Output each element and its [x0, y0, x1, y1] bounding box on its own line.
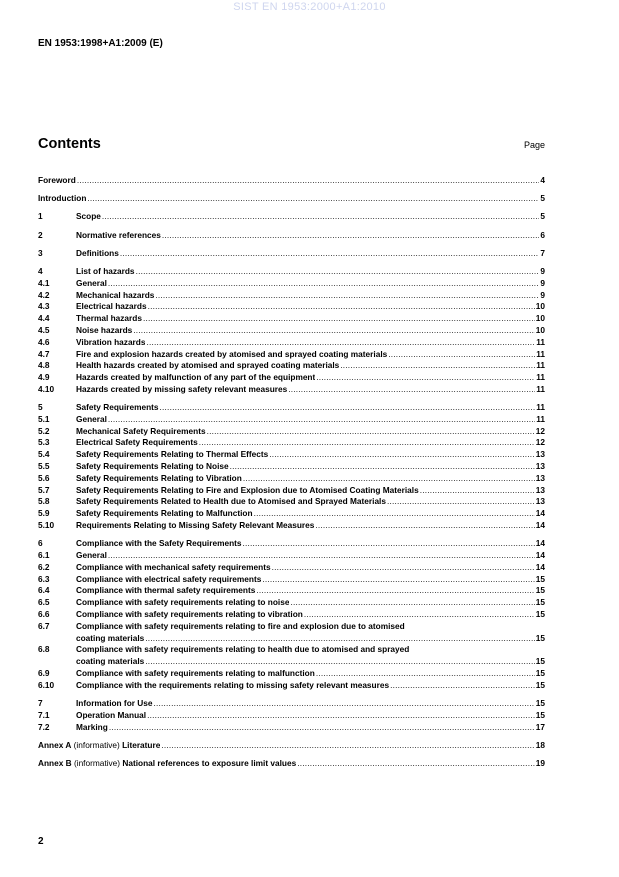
- toc-leader-dots: [290, 597, 534, 609]
- toc-leader-dots: [288, 384, 535, 396]
- toc-entry[interactable]: [38, 520, 545, 532]
- toc-entry-page: 11: [536, 413, 545, 424]
- toc-entry-title: Foreword: [38, 175, 76, 185]
- toc-leader-dots: [133, 325, 535, 337]
- toc-entry-number: 4.6: [38, 336, 50, 347]
- toc-entry-title: Compliance with safety requirements relating to fire and explosion due to atomised: [76, 620, 405, 631]
- toc-entry-title: Thermal hazards: [76, 313, 142, 324]
- toc-entry-title: Compliance with thermal safety requirements: [76, 585, 256, 596]
- toc-entry-number: 5.8: [38, 496, 50, 507]
- toc-entry-title: Compliance with the Safety Requirements: [76, 538, 242, 549]
- toc-entry[interactable]: [38, 562, 545, 574]
- toc-entry-title: Compliance with electrical safety requirements: [76, 573, 262, 584]
- toc-entry-page: 15: [535, 698, 545, 708]
- toc-entry[interactable]: [38, 193, 545, 205]
- toc-entry-number: 6.5: [38, 597, 50, 608]
- toc-leader-dots: [199, 437, 535, 449]
- toc-entry-page: 15: [535, 668, 545, 679]
- toc-entry-number: 5.5: [38, 461, 50, 472]
- toc-entry-number: 7: [38, 698, 43, 708]
- toc-entry[interactable]: [38, 437, 545, 449]
- toc-entry-title: Introduction: [38, 193, 87, 204]
- table-of-contents: [38, 175, 545, 770]
- toc-entry-number: 4.5: [38, 324, 50, 335]
- toc-entry[interactable]: [38, 402, 545, 414]
- toc-entry[interactable]: [38, 496, 545, 508]
- toc-entry-number: 5.9: [38, 508, 50, 519]
- toc-leader-dots: [87, 193, 539, 205]
- toc-entry-title: Safety Requirements Relating to Vibration: [76, 472, 242, 483]
- toc-entry-title: Compliance with safety requirements relating to noise: [76, 597, 290, 608]
- toc-entry-title: Noise hazards: [76, 324, 133, 335]
- toc-entry-title: Safety Requirements Relating to Malfunction: [76, 508, 253, 519]
- toc-entry[interactable]: [38, 597, 545, 609]
- toc-entry-page: 15: [535, 609, 545, 620]
- toc-entry-title: Requirements Relating to Missing Safety Relevant Measures: [76, 520, 315, 531]
- toc-leader-dots: [108, 414, 535, 426]
- toc-entry-page: 10: [535, 313, 545, 324]
- toc-entry-number: 1: [38, 211, 43, 222]
- toc-entry-number: 5.1: [38, 413, 50, 424]
- toc-entry[interactable]: [38, 211, 545, 223]
- toc-entry-number: 4.8: [38, 360, 50, 371]
- toc-entry-number: 4: [38, 265, 43, 276]
- toc-entry-page: 5: [540, 211, 545, 222]
- toc-leader-dots: [315, 520, 534, 532]
- toc-entry-number: 4.2: [38, 289, 50, 300]
- toc-entry-title: Electrical hazards: [76, 301, 147, 312]
- page-number: 2: [38, 836, 44, 847]
- toc-entry[interactable]: [38, 372, 545, 384]
- toc-entry-page: 9: [540, 277, 545, 288]
- toc-entry[interactable]: [38, 698, 545, 710]
- toc-leader-dots: [256, 585, 534, 597]
- toc-entry-page: 14: [535, 508, 545, 519]
- toc-entry-page: 13: [535, 461, 545, 472]
- toc-entry-number: 6.9: [38, 668, 50, 679]
- toc-entry-page: 14: [535, 561, 545, 572]
- toc-entry-page: 18: [535, 739, 545, 750]
- toc-entry[interactable]: [38, 248, 545, 260]
- toc-entry-title: Safety Requirements Relating to Fire and Explosion due to Atomised Coating Materials: [76, 484, 419, 495]
- toc-leader-dots: [304, 609, 535, 621]
- toc-entry-number: 5: [38, 402, 43, 413]
- toc-entry[interactable]: [38, 278, 545, 290]
- toc-leader-dots: [243, 473, 535, 485]
- toc-entry-number: 4.3: [38, 301, 50, 312]
- toc-leader-dots: [269, 449, 535, 461]
- toc-entry[interactable]: [38, 550, 545, 562]
- toc-leader-dots: [243, 538, 535, 550]
- toc-entry-number: 4.1: [38, 277, 50, 288]
- toc-leader-dots: [388, 349, 535, 361]
- toc-leader-dots: [136, 266, 540, 278]
- toc-entry-page: 13: [535, 472, 545, 483]
- contents-heading: Contents: [38, 136, 101, 152]
- toc-entry-page: 6: [540, 229, 545, 240]
- toc-entry-title: Fire and explosion hazards created by atomised and sprayed coating materials: [76, 348, 388, 359]
- toc-entry-number: 6.3: [38, 573, 50, 584]
- toc-entry-title: Safety Requirements Related to Health due to Atomised and Sprayed Materials: [76, 496, 386, 507]
- toc-entry-page: 13: [535, 496, 545, 507]
- toc-entry-page: 7: [540, 247, 545, 258]
- toc-entry-title: General: [76, 277, 107, 288]
- annex-label: Annex B: [38, 757, 72, 768]
- toc-entry[interactable]: [38, 621, 545, 645]
- toc-entry-number: 5.4: [38, 449, 50, 460]
- toc-entry-title: Compliance with safety requirements relating to vibration: [76, 609, 303, 620]
- toc-entry-number: 6.1: [38, 550, 50, 561]
- toc-leader-dots: [160, 402, 536, 414]
- toc-entry-page: 15: [535, 585, 545, 596]
- toc-entry-title-continued: coating materials: [76, 656, 145, 667]
- toc-entry[interactable]: [38, 360, 545, 372]
- toc-entry[interactable]: [38, 449, 545, 461]
- toc-leader-dots: [147, 710, 535, 722]
- toc-entry-page: 9: [540, 265, 545, 276]
- toc-entry[interactable]: [38, 508, 545, 520]
- toc-leader-dots: [148, 301, 535, 313]
- toc-entry[interactable]: [38, 414, 545, 426]
- annex-informative-tag: (informative): [71, 757, 123, 768]
- toc-entry-number: 5.2: [38, 425, 50, 436]
- toc-entry-page: 14: [535, 520, 545, 531]
- toc-entry-page: 15: [535, 709, 545, 720]
- toc-leader-dots: [161, 740, 534, 752]
- toc-entry-number: 6: [38, 538, 43, 549]
- toc-entry-title: Electrical Safety Requirements: [76, 437, 198, 448]
- toc-entry-page: 15: [535, 573, 545, 584]
- toc-entry-title: Compliance with mechanical safety requirements: [76, 561, 271, 572]
- toc-entry-page: 10: [535, 324, 545, 335]
- toc-entry[interactable]: [38, 461, 545, 473]
- toc-entry-number: 6.6: [38, 609, 50, 620]
- toc-entry-page: 13: [535, 484, 545, 495]
- toc-entry[interactable]: [38, 644, 545, 668]
- toc-entry-title: Compliance with the requirements relating to missing safety relevant measures: [76, 679, 390, 690]
- toc-entry-number: 6.7: [38, 620, 50, 631]
- toc-entry-page: 15: [535, 632, 545, 643]
- toc-entry-page: 11: [536, 383, 545, 394]
- toc-entry-page: 9: [540, 289, 545, 300]
- toc-leader-dots: [230, 461, 535, 473]
- toc-entry-title: Vibration hazards: [76, 336, 146, 347]
- toc-entry[interactable]: [38, 538, 545, 550]
- toc-entry-title: Marking: [76, 721, 108, 732]
- toc-leader-dots: [145, 633, 535, 645]
- toc-entry-page: 11: [536, 348, 545, 359]
- toc-leader-dots: [272, 562, 535, 574]
- toc-entry-number: 2: [38, 229, 43, 240]
- toc-leader-dots: [108, 550, 535, 562]
- toc-entry-number: 4.4: [38, 313, 50, 324]
- toc-entry-number: 4.10: [38, 383, 55, 394]
- toc-entry[interactable]: [38, 710, 545, 722]
- toc-entry-page: 15: [535, 656, 545, 667]
- toc-entry[interactable]: [38, 680, 545, 692]
- toc-entry-title: Safety Requirements: [76, 402, 159, 413]
- toc-entry-title: Normative references: [76, 229, 161, 240]
- toc-entry-page: 11: [536, 402, 545, 413]
- toc-leader-dots: [340, 360, 535, 372]
- toc-leader-dots: [143, 313, 535, 325]
- toc-entry-page: 10: [535, 301, 545, 312]
- annex-title: National references to exposure limit values: [122, 757, 297, 768]
- toc-entry-page: 13: [535, 449, 545, 460]
- toc-entry[interactable]: [38, 585, 545, 597]
- toc-entry[interactable]: [38, 175, 545, 187]
- toc-entry-number: 6.4: [38, 585, 50, 596]
- toc-entry[interactable]: [38, 609, 545, 621]
- toc-entry-title: Information for Use: [76, 698, 153, 708]
- toc-entry[interactable]: [38, 266, 545, 278]
- toc-leader-dots: [390, 680, 535, 692]
- toc-entry-title: Health hazards created by atomised and sprayed coating materials: [76, 360, 340, 371]
- toc-entry-title: General: [76, 550, 107, 561]
- toc-entry-title: Hazards created by malfunction of any part of the equipment: [76, 372, 316, 383]
- toc-entry-title: Safety Requirements Relating to Noise: [76, 461, 229, 472]
- toc-leader-dots: [108, 278, 539, 290]
- toc-entry[interactable]: [38, 230, 545, 242]
- toc-leader-dots: [120, 248, 540, 260]
- toc-entry-page: 19: [535, 757, 545, 768]
- toc-entry-number: 5.7: [38, 484, 50, 495]
- toc-leader-dots: [297, 758, 535, 770]
- toc-entry[interactable]: [38, 290, 545, 302]
- toc-entry-page: 4: [540, 175, 545, 185]
- toc-entry-title: List of hazards: [76, 265, 135, 276]
- toc-entry-title: Safety Requirements Relating to Thermal Effects: [76, 449, 269, 460]
- toc-entry[interactable]: [38, 485, 545, 497]
- watermark: SIST EN 1953:2000+A1:2010: [233, 1, 386, 13]
- toc-entry[interactable]: [38, 426, 545, 438]
- toc-leader-dots: [387, 496, 535, 508]
- toc-entry-number: 7.2: [38, 721, 50, 732]
- toc-entry-page: 11: [536, 372, 545, 383]
- toc-entry-page: 17: [535, 721, 545, 732]
- toc-entry-title: Mechanical Safety Requirements: [76, 425, 206, 436]
- toc-leader-dots: [146, 337, 535, 349]
- toc-entry[interactable]: [38, 574, 545, 586]
- toc-entry[interactable]: [38, 758, 545, 770]
- toc-entry-page: 15: [535, 597, 545, 608]
- toc-leader-dots: [420, 485, 535, 497]
- toc-entry-number: 4.9: [38, 372, 50, 383]
- toc-entry-page: 11: [536, 360, 545, 371]
- toc-leader-dots: [316, 668, 535, 680]
- toc-entry[interactable]: [38, 349, 545, 361]
- toc-leader-dots: [77, 175, 540, 187]
- annex-label: Annex A: [38, 739, 72, 750]
- toc-entry[interactable]: [38, 740, 545, 752]
- toc-entry-number: 5.3: [38, 437, 50, 448]
- toc-entry[interactable]: [38, 722, 545, 734]
- toc-entry-title: Compliance with safety requirements relating to health due to atomised and sprayed: [76, 644, 410, 655]
- toc-entry[interactable]: [38, 301, 545, 313]
- toc-entry-page: 12: [535, 425, 545, 436]
- toc-entry[interactable]: [38, 668, 545, 680]
- toc-entry-title: Compliance with safety requirements relating to malfunction: [76, 668, 315, 679]
- toc-entry[interactable]: [38, 337, 545, 349]
- toc-leader-dots: [102, 211, 539, 223]
- page-column-label: Page: [523, 140, 545, 150]
- toc-entry-title: Mechanical hazards: [76, 289, 155, 300]
- toc-leader-dots: [145, 656, 535, 668]
- document-reference: EN 1953:1998+A1:2009 (E): [38, 38, 163, 49]
- toc-entry-page: 11: [536, 336, 545, 347]
- toc-entry-page: 12: [535, 437, 545, 448]
- toc-entry[interactable]: [38, 473, 545, 485]
- toc-entry-page: 14: [535, 550, 545, 561]
- annex-title: Literature: [122, 739, 161, 750]
- toc-entry-title: General: [76, 413, 107, 424]
- toc-leader-dots: [262, 574, 534, 586]
- toc-entry-number: 3: [38, 247, 43, 258]
- toc-entry-title-continued: coating materials: [76, 632, 145, 643]
- toc-entry-number: 6.10: [38, 679, 55, 690]
- toc-entry[interactable]: [38, 313, 545, 325]
- toc-entry[interactable]: [38, 384, 545, 396]
- annex-informative-tag: (informative): [71, 739, 123, 750]
- toc-entry-number: 4.7: [38, 348, 50, 359]
- toc-entry-title: Hazards created by missing safety relevant measures: [76, 383, 288, 394]
- toc-entry[interactable]: [38, 325, 545, 337]
- toc-entry-number: 7.1: [38, 709, 50, 720]
- toc-leader-dots: [254, 508, 535, 520]
- toc-leader-dots: [207, 426, 535, 438]
- toc-leader-dots: [316, 372, 535, 384]
- toc-leader-dots: [162, 230, 540, 242]
- toc-leader-dots: [109, 722, 535, 734]
- toc-leader-dots: [154, 698, 535, 710]
- toc-entry-title: Operation Manual: [76, 709, 147, 720]
- toc-entry-number: 5.6: [38, 472, 50, 483]
- toc-entry-page: 15: [535, 679, 545, 690]
- toc-entry-page: 5: [540, 193, 545, 204]
- toc-entry-title: Definitions: [76, 247, 119, 258]
- toc-entry-number: 6.2: [38, 561, 50, 572]
- toc-entry-number: 6.8: [38, 644, 50, 655]
- toc-leader-dots: [155, 290, 539, 302]
- toc-entry-page: 14: [535, 538, 545, 549]
- toc-entry-title: Scope: [76, 211, 101, 222]
- toc-entry-number: 5.10: [38, 520, 55, 531]
